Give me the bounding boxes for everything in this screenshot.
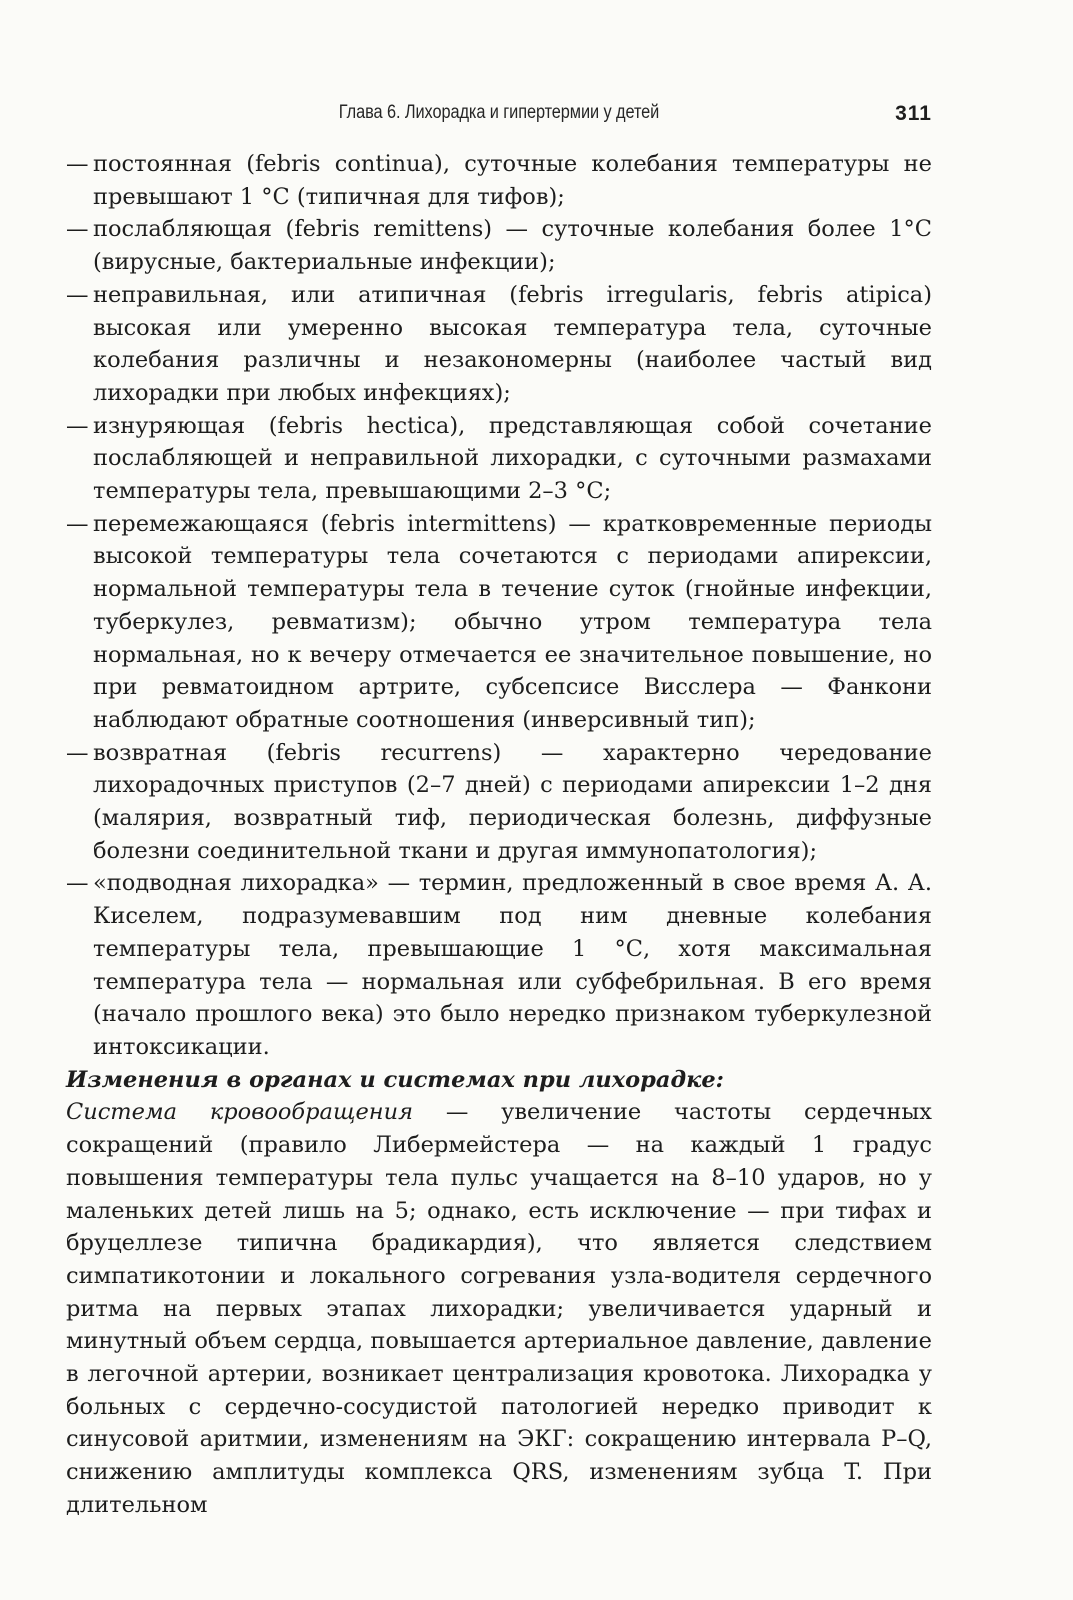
list-dash: —	[66, 870, 89, 897]
list-dash: —	[66, 412, 89, 439]
list-item	[66, 148, 932, 213]
running-head	[66, 102, 932, 132]
list-item-text: неправильная, или атипичная (febris irregularis, febris atipica) высокая или умеренно высокая температура тела, суточные колебания различны и незакономерны (наиболее частый вид лихорадки при любых инфекциях);	[93, 281, 932, 406]
list-item	[66, 737, 932, 868]
list-item	[66, 213, 932, 278]
fever-types-list	[66, 148, 932, 1064]
body-paragraph	[66, 1096, 932, 1521]
list-item-text: «подводная лихорадка» — термин, предложенный в свое время А. А. Киселем, подразумевавшим под ним дневные колебания температуры тела, превышающие 1 °С, хотя максимальная температура тела — нормальная или субфебрильная. В его время (начало прошлого века) это было нередко признаком туберкулезной интоксикации.	[93, 870, 932, 1060]
list-item	[66, 508, 932, 737]
list-dash: —	[66, 739, 89, 766]
list-item	[66, 279, 932, 410]
list-item-text: изнуряющая (febris hectica), представляющая собой сочетание послабляющей и неправильной лихорадки, с суточными размахами температуры тела, превышающими 2–3 °С;	[93, 412, 932, 505]
list-dash: —	[66, 281, 89, 308]
list-dash: —	[66, 216, 89, 243]
list-item	[66, 410, 932, 508]
list-item	[66, 867, 932, 1063]
section-heading: Изменения в органах и системах при лихорадке:	[66, 1066, 724, 1093]
page-number: 311	[895, 102, 932, 125]
list-item-text: перемежающаяся (febris intermittens) — кратковременные периоды высокой температуры тела сочетаются с периодами апирексии, нормальной температуры тела в течение суток (гнойные инфекции, туберкулез, ревматизм); обычно утром температура тела нормальная, но к вечеру отмечается ее значительное повышение, но при ревматоидном артрите, субсепсисе Висслера — Фанкони наблюдают обратные соотношения (инверсивный тип);	[93, 510, 932, 733]
list-item-text: возвратная (febris recurrens) — характерно чередование лихорадочных приступов (2–7 дней) с периодами апирексии 1–2 дня (малярия, возвратный тиф, периодическая болезнь, диффузные болезни соединительной ткани и другая иммунопатология);	[93, 739, 932, 864]
body-text	[66, 148, 932, 1522]
list-dash: —	[66, 151, 89, 177]
list-item-text: постоянная (febris continua), суточные колебания температуры не превышают 1 °С (типичная для тифов);	[93, 151, 932, 210]
paragraph-text: — увеличение частоты сердечных сокращений (правило Либермейстера — на каждый 1 градус повышения температуры тела пульс учащается на 8–10 ударов, но у маленьких детей лишь на 5; однако, есть исключение — при тифах и бруцеллезе типична брадикардия), что является следствием симпатикотонии и локального согревания узла-водителя сердечного ритма на первых этапах лихорадки; увеличивается ударный и минутный объем сердца, повышается артериальное давление, давление в легочной артерии, возникает централизация кровотока. Лихорадка у больных с сердечно-сосудистой патологией нередко приводит к синусовой аритмии, изменениям на ЭКГ: сокращению интервала P–Q, снижению амплитуды комплекса QRS, изменениям зубца T. При длительном	[66, 1099, 932, 1518]
chapter-title: Глава 6. Лихорадка и гипертермии у детей	[338, 102, 660, 123]
list-dash: —	[66, 510, 89, 537]
paragraph-run-in: Система кровообращения	[66, 1099, 414, 1126]
list-item-text: послабляющая (febris remittens) — суточные колебания более 1°С (вирусные, бактериальные инфекции);	[93, 216, 932, 276]
